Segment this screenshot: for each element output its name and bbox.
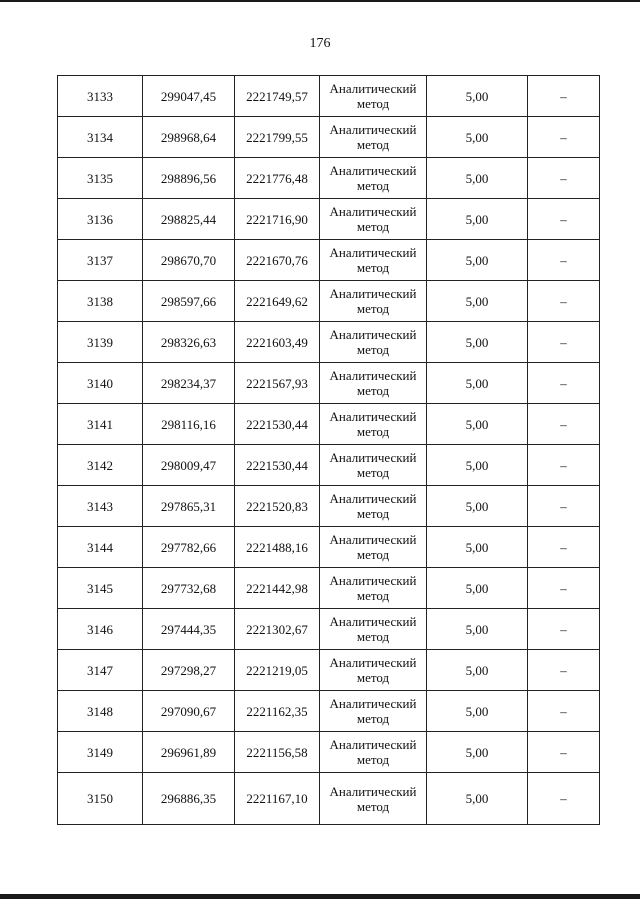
method-cell <box>320 158 427 199</box>
method-cell <box>320 732 427 773</box>
note-cell: – <box>528 117 600 158</box>
y-coordinate-cell: 2221749,57 <box>235 76 320 117</box>
scan-top-edge <box>0 0 640 2</box>
point-number-cell: 3133 <box>58 76 143 117</box>
note-cell: – <box>528 363 600 404</box>
method-cell <box>320 568 427 609</box>
method-label-line2: метод <box>356 178 390 193</box>
table-row <box>58 404 600 445</box>
x-coordinate-cell: 297782,66 <box>143 527 235 568</box>
x-coordinate-cell: 297444,35 <box>143 609 235 650</box>
x-coordinate-cell: 298116,16 <box>143 404 235 445</box>
point-number-cell: 3147 <box>58 650 143 691</box>
method-label-line1: Аналитический <box>329 696 417 711</box>
y-coordinate-cell: 2221219,05 <box>235 650 320 691</box>
method-label-line2: метод <box>356 588 390 603</box>
error-cell: 5,00 <box>427 363 528 404</box>
table-row <box>58 650 600 691</box>
page-number: 176 <box>309 36 331 51</box>
table-row <box>58 609 600 650</box>
scan-bottom-edge <box>0 894 640 899</box>
method-cell <box>320 404 427 445</box>
y-coordinate-cell: 2221530,44 <box>235 404 320 445</box>
method-label-line2: метод <box>356 506 390 521</box>
method-label-line2: метод <box>356 798 390 814</box>
table-row <box>58 773 600 825</box>
y-coordinate-cell: 2221530,44 <box>235 445 320 486</box>
point-number-cell: 3141 <box>58 404 143 445</box>
y-coordinate-cell: 2221567,93 <box>235 363 320 404</box>
note-cell: – <box>528 199 600 240</box>
method-label-line2: метод <box>356 383 390 398</box>
method-label-line2: метод <box>356 670 390 685</box>
method-cell <box>320 240 427 281</box>
coordinates-table-body <box>58 76 600 825</box>
error-cell: 5,00 <box>427 240 528 281</box>
method-label-line2: метод <box>356 424 390 439</box>
x-coordinate-cell: 299047,45 <box>143 76 235 117</box>
table-row <box>58 486 600 527</box>
note-cell: – <box>528 773 600 825</box>
x-coordinate-cell: 298009,47 <box>143 445 235 486</box>
y-coordinate-cell: 2221302,67 <box>235 609 320 650</box>
point-number-cell: 3149 <box>58 732 143 773</box>
method-label-line1: Аналитический <box>329 327 417 342</box>
point-number-cell: 3148 <box>58 691 143 732</box>
method-cell <box>320 773 427 825</box>
method-cell <box>320 691 427 732</box>
method-cell <box>320 609 427 650</box>
method-cell <box>320 322 427 363</box>
method-label-line2: метод <box>356 711 390 726</box>
table-row <box>58 117 600 158</box>
table-row <box>58 568 600 609</box>
point-number-cell: 3135 <box>58 158 143 199</box>
table-row <box>58 76 600 117</box>
y-coordinate-cell: 2221167,10 <box>235 773 320 825</box>
note-cell: – <box>528 322 600 363</box>
x-coordinate-cell: 297090,67 <box>143 691 235 732</box>
note-cell: – <box>528 445 600 486</box>
method-label-line2: метод <box>356 465 390 480</box>
method-label-line2: метод <box>356 752 390 767</box>
error-cell: 5,00 <box>427 527 528 568</box>
point-number-cell: 3145 <box>58 568 143 609</box>
table-row <box>58 199 600 240</box>
x-coordinate-cell: 298597,66 <box>143 281 235 322</box>
y-coordinate-cell: 2221162,35 <box>235 691 320 732</box>
note-cell: – <box>528 609 600 650</box>
table-row <box>58 445 600 486</box>
table-row <box>58 322 600 363</box>
x-coordinate-cell: 298968,64 <box>143 117 235 158</box>
x-coordinate-cell: 296961,89 <box>143 732 235 773</box>
error-cell: 5,00 <box>427 486 528 527</box>
table-row <box>58 527 600 568</box>
point-number-cell: 3134 <box>58 117 143 158</box>
x-coordinate-cell: 298670,70 <box>143 240 235 281</box>
error-cell: 5,00 <box>427 404 528 445</box>
x-coordinate-cell: 298896,56 <box>143 158 235 199</box>
note-cell: – <box>528 486 600 527</box>
point-number-cell: 3137 <box>58 240 143 281</box>
y-coordinate-cell: 2221776,48 <box>235 158 320 199</box>
error-cell: 5,00 <box>427 568 528 609</box>
method-cell <box>320 445 427 486</box>
table-row <box>58 732 600 773</box>
method-label-line1: Аналитический <box>329 81 417 96</box>
y-coordinate-cell: 2221520,83 <box>235 486 320 527</box>
x-coordinate-cell: 297732,68 <box>143 568 235 609</box>
x-coordinate-cell: 298326,63 <box>143 322 235 363</box>
point-number-cell: 3146 <box>58 609 143 650</box>
error-cell: 5,00 <box>427 609 528 650</box>
note-cell: – <box>528 568 600 609</box>
x-coordinate-cell: 297865,31 <box>143 486 235 527</box>
method-label-line1: Аналитический <box>329 286 417 301</box>
error-cell: 5,00 <box>427 281 528 322</box>
method-label-line1: Аналитический <box>329 614 417 629</box>
method-cell <box>320 650 427 691</box>
method-cell <box>320 117 427 158</box>
method-label-line2: метод <box>356 137 390 152</box>
error-cell: 5,00 <box>427 76 528 117</box>
y-coordinate-cell: 2221442,98 <box>235 568 320 609</box>
method-label-line2: метод <box>356 301 390 316</box>
method-cell <box>320 199 427 240</box>
method-label-line1: Аналитический <box>329 245 417 260</box>
method-label-line1: Аналитический <box>329 368 417 383</box>
method-label-line1: Аналитический <box>329 450 417 465</box>
error-cell: 5,00 <box>427 117 528 158</box>
table-row <box>58 691 600 732</box>
y-coordinate-cell: 2221799,55 <box>235 117 320 158</box>
point-number-cell: 3140 <box>58 363 143 404</box>
point-number-cell: 3138 <box>58 281 143 322</box>
method-label-line2: метод <box>356 629 390 644</box>
point-number-cell: 3143 <box>58 486 143 527</box>
table-row <box>58 158 600 199</box>
note-cell: – <box>528 650 600 691</box>
method-label-line1: Аналитический <box>329 491 417 506</box>
method-cell <box>320 281 427 322</box>
error-cell: 5,00 <box>427 445 528 486</box>
point-number-cell: 3142 <box>58 445 143 486</box>
error-cell: 5,00 <box>427 691 528 732</box>
x-coordinate-cell: 298825,44 <box>143 199 235 240</box>
method-label-line1: Аналитический <box>329 204 417 219</box>
x-coordinate-cell: 296886,35 <box>143 773 235 825</box>
note-cell: – <box>528 76 600 117</box>
method-cell <box>320 76 427 117</box>
method-label-line1: Аналитический <box>329 573 417 588</box>
error-cell: 5,00 <box>427 158 528 199</box>
method-label-line1: Аналитический <box>329 163 417 178</box>
method-label-line1: Аналитический <box>329 655 417 670</box>
method-label-line2: метод <box>356 219 390 234</box>
point-number-cell: 3139 <box>58 322 143 363</box>
point-number-cell: 3144 <box>58 527 143 568</box>
x-coordinate-cell: 297298,27 <box>143 650 235 691</box>
note-cell: – <box>528 281 600 322</box>
y-coordinate-cell: 2221603,49 <box>235 322 320 363</box>
error-cell: 5,00 <box>427 322 528 363</box>
method-label-line2: метод <box>356 96 390 111</box>
error-cell: 5,00 <box>427 199 528 240</box>
y-coordinate-cell: 2221649,62 <box>235 281 320 322</box>
table-row <box>58 281 600 322</box>
note-cell: – <box>528 527 600 568</box>
note-cell: – <box>528 240 600 281</box>
method-label-line2: метод <box>356 260 390 275</box>
coordinates-table <box>57 75 600 825</box>
note-cell: – <box>528 404 600 445</box>
error-cell: 5,00 <box>427 773 528 825</box>
y-coordinate-cell: 2221716,90 <box>235 199 320 240</box>
point-number-cell: 3150 <box>58 773 143 825</box>
method-label-line2: метод <box>356 342 390 357</box>
note-cell: – <box>528 691 600 732</box>
method-label-line1: Аналитический <box>329 737 417 752</box>
error-cell: 5,00 <box>427 732 528 773</box>
note-cell: – <box>528 158 600 199</box>
method-label-line1: Аналитический <box>329 532 417 547</box>
y-coordinate-cell: 2221488,16 <box>235 527 320 568</box>
table-row <box>58 363 600 404</box>
y-coordinate-cell: 2221670,76 <box>235 240 320 281</box>
method-cell <box>320 363 427 404</box>
note-cell: – <box>528 732 600 773</box>
table-row <box>58 240 600 281</box>
error-cell: 5,00 <box>427 650 528 691</box>
method-label-line1: Аналитический <box>329 122 417 137</box>
x-coordinate-cell: 298234,37 <box>143 363 235 404</box>
method-label-line2: метод <box>356 547 390 562</box>
method-label-line1: Аналитический <box>329 409 417 424</box>
method-cell <box>320 527 427 568</box>
point-number-cell: 3136 <box>58 199 143 240</box>
method-label-line1: Аналитический <box>329 783 417 799</box>
y-coordinate-cell: 2221156,58 <box>235 732 320 773</box>
method-cell <box>320 486 427 527</box>
